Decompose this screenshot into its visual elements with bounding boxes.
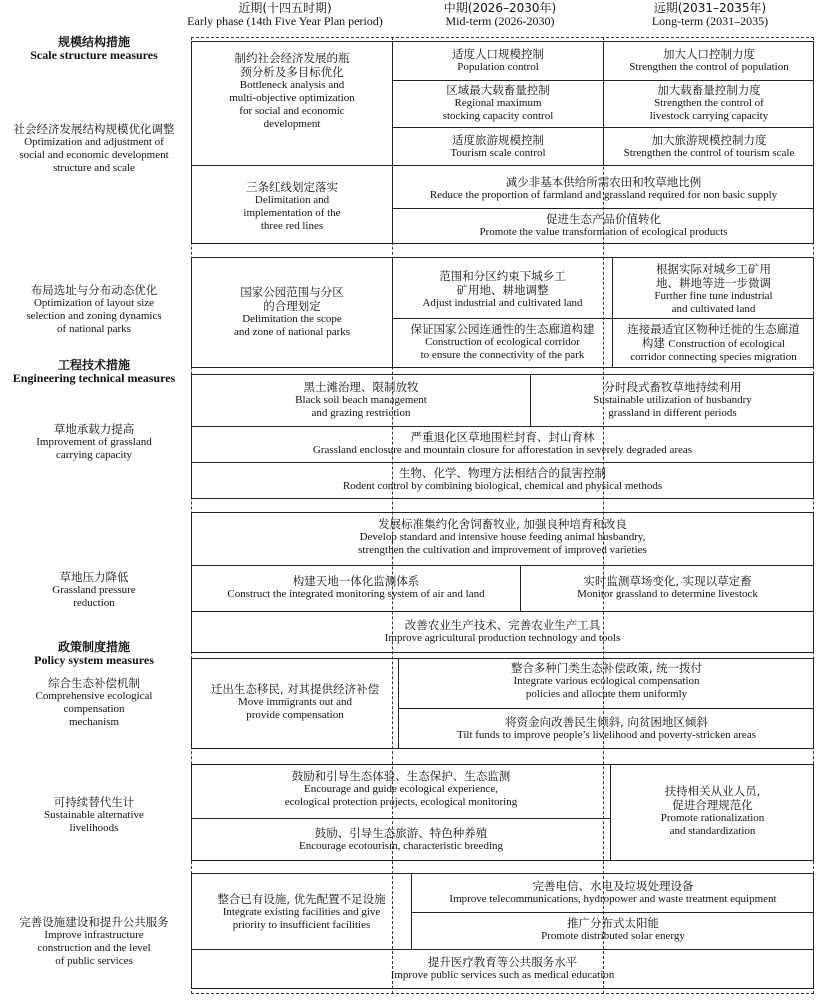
cell-en: Black soil beach management: [295, 394, 427, 406]
cell-zh: 矿用地、耕地调整: [456, 283, 549, 297]
cell-c15: [613, 322, 814, 364]
cell-c21: [192, 574, 520, 601]
row-label-zh: 可持续替代生计: [53, 795, 135, 809]
cell-en: Promote distributed solar energy: [541, 930, 685, 942]
category-policy-en: Policy system measures: [34, 653, 154, 667]
cell-en: Improve telecommunications, hydropower and waste treatment equipment: [449, 893, 777, 905]
cell-en: priority to insufficient facilities: [232, 919, 371, 931]
cell-en: Sustainable utilization of husbandry: [593, 394, 752, 406]
cell-c22: [521, 574, 814, 601]
row-label-en: carrying capacity: [55, 449, 133, 461]
cell-en: Encourage and guide ecological experience,: [304, 783, 498, 795]
cell-c26: [399, 715, 814, 742]
row-label-compensation: [0, 676, 188, 729]
cell-zh: 减少非基本供给所需农田和牧草地比例: [505, 175, 702, 189]
row-label-zh: 草地压力降低: [59, 570, 129, 584]
cell-en: Develop standard and intensive house feeding animal husbandry,: [359, 531, 646, 543]
row-label-en: Grassland pressure: [52, 584, 136, 596]
cell-en: Rodent control by combining biological, chemical and physical methods: [342, 480, 663, 492]
cell-en: Regional maximum: [454, 97, 542, 109]
row-label-en: mechanism: [68, 716, 120, 728]
cell-zh: 加大旅游规模控制力度: [651, 133, 767, 147]
header-early: [180, 2, 390, 28]
cell-c7: [604, 133, 814, 160]
cell-zh: 根据实际对城乡工矿用: [656, 262, 771, 276]
cell-en: livestock carrying capacity: [649, 110, 769, 122]
row-label-socio: [0, 122, 188, 175]
cell-en: strengthen the cultivation and improvement of improved varieties: [358, 544, 647, 556]
cell-c24: [192, 682, 398, 722]
cell-c6: [393, 133, 603, 160]
cell-zh: 构建: [641, 336, 665, 350]
cell-zh: 分时段式畜牧草地持续利用: [603, 380, 742, 394]
cell-c8: [192, 180, 392, 233]
cell-c32: [412, 916, 814, 943]
cell-zh: 地、耕地等进一步微调: [656, 276, 771, 290]
row-label-en: social and economic development: [19, 149, 169, 161]
cell-c27: [192, 769, 610, 809]
header-early-zh: 近期(十四五时期): [238, 1, 332, 15]
cell-en: Delimitation the scope: [242, 313, 342, 325]
cell-c25: [399, 661, 814, 701]
row-label-en: of public services: [55, 955, 133, 967]
cell-zh: 加大载畜量控制力度: [657, 83, 761, 97]
cell-en: Integrate existing facilities and give: [222, 906, 381, 918]
cell-zh: 鼓励、引导生态旅游、特色种养殖: [314, 826, 488, 840]
header-mid: [395, 2, 605, 28]
divider: [191, 611, 814, 612]
cell-c17: [531, 380, 814, 420]
divider: [191, 565, 814, 566]
cell-en: and cultivated land: [671, 303, 756, 315]
cell-en: Bottleneck analysis and: [239, 79, 345, 91]
row-label-en: structure and scale: [53, 162, 135, 174]
cell-c4: [393, 83, 603, 123]
cell-zh: 发展标准集约化舍饲畜牧业, 加强良种培育和改良: [378, 517, 627, 531]
cell-en: Strengthen the control of tourism scale: [623, 147, 795, 159]
cell-en: corridor connecting species migration: [630, 351, 797, 363]
divider: [392, 318, 814, 319]
header-early-en: Early phase (14th Five Year Plan period): [187, 14, 383, 28]
cell-zh: 加大人口控制力度: [663, 47, 755, 61]
cell-en: Population control: [457, 61, 539, 73]
cell-en: Tourism scale control: [450, 147, 546, 159]
cell-en: and standardization: [669, 825, 756, 837]
cell-en: implementation of the: [243, 207, 341, 219]
cell-c28: [192, 826, 610, 853]
cell-en: Move immigrants out and: [238, 696, 352, 708]
header-long-en: Long-term (2031–2035): [651, 14, 769, 28]
cell-en: Further fine tune industrial: [654, 290, 773, 302]
row-label-en: livelihoods: [69, 822, 119, 834]
cell-c16: [192, 380, 530, 420]
header-mid-zh: 中期(2026–2030年): [443, 1, 557, 15]
cell-en: Encourage ecotourism, characteristic breeding: [298, 840, 503, 852]
divider: [191, 426, 814, 427]
cell-en: Grassland enclosure and mountain closure for afforestation in severely degraded areas: [312, 444, 693, 456]
row-label-layout: [0, 283, 188, 336]
cell-c9: [393, 175, 814, 202]
cell-en: Construct the integrated monitoring system of air and land: [227, 588, 485, 600]
category-engineering-zh: 工程技术措施: [57, 358, 130, 372]
cell-zh: 范围和分区约束下城乡工: [439, 269, 566, 283]
divider: [191, 949, 814, 950]
cell-c31: [412, 879, 814, 906]
divider: [191, 462, 814, 463]
cell-en: Strengthen the control of population: [629, 61, 789, 73]
cell-c1: [192, 51, 392, 131]
row-label-en: Improvement of grassland: [36, 436, 152, 448]
cell-zh: 制约社会经济发展的瓶: [234, 51, 350, 65]
cell-zh: 保证国家公园连通性的生态廊道构建: [410, 322, 595, 336]
divider: [411, 912, 814, 913]
cell-zh: 鼓励和引导生态体验、生态保护、生态监测: [291, 769, 511, 783]
divider: [392, 208, 814, 209]
cell-en: Improve public services such as medical education: [390, 969, 615, 981]
cell-c13: [613, 262, 814, 316]
cell-c33: [191, 955, 814, 982]
row-label-zh: 完善设施建设和提升公共服务: [19, 915, 169, 929]
cell-en: Reduce the proportion of farmland and grassland required for non basic supply: [429, 189, 778, 201]
cell-c10: [393, 212, 814, 239]
cell-en: Promote rationalization: [660, 812, 765, 824]
category-engineering-en: Engineering technical measures: [12, 371, 176, 385]
cell-zh: 三条红线划定落实: [246, 180, 338, 194]
cell-zh: 促进生态产品价值转化: [546, 212, 661, 226]
divider: [392, 80, 814, 81]
cell-en: multi-objective optimization: [229, 92, 355, 104]
cell-en: Construction of ecological: [668, 338, 786, 350]
cell-c20: [191, 517, 814, 557]
row-label-en: Optimization and adjustment of: [24, 136, 164, 148]
row-label-en: Comprehensive ecological: [35, 690, 153, 702]
cell-c3: [604, 47, 814, 74]
cell-zh: 提升医疗教育等公共服务水平: [427, 955, 578, 969]
divider: [392, 127, 814, 128]
cell-c18: [191, 430, 814, 457]
cell-zh: 适度人口规模控制: [452, 47, 544, 61]
cell-zh: 推广分布式太阳能: [567, 916, 659, 930]
category-policy: [0, 640, 188, 667]
cell-zh: 实时监测草场变化, 实现以草定畜: [583, 574, 752, 588]
cell-en: to ensure the connectivity of the park: [420, 349, 585, 361]
category-scale: [0, 35, 188, 62]
cell-zh: 整合已有设施, 优先配置不足设施: [217, 892, 386, 906]
cell-en: grassland in different periods: [608, 407, 737, 419]
row-label-grassland: [0, 422, 188, 462]
cell-zh: 连接最适宜区物种迁徙的生态廊道: [627, 322, 800, 336]
cell-c19: [191, 466, 814, 493]
row-label-zh: 草地承载力提高: [53, 422, 135, 436]
cell-zh: 严重退化区草地围栏封育、封山育林: [410, 430, 595, 444]
cell-en: policies and allocate them uniformly: [525, 688, 688, 700]
row-label-en: reduction: [73, 597, 115, 609]
cell-en: Improve agricultural production technology and tools: [384, 632, 621, 644]
cell-en: three red lines: [260, 220, 324, 232]
cell-zh: 将资金向改善民生倾斜, 向贫困地区倾斜: [505, 715, 708, 729]
cell-en: Promote the value transformation of ecological products: [479, 226, 728, 238]
cell-en: Integrate various ecological compensation: [513, 675, 700, 687]
cell-zh: 区域最大载畜量控制: [446, 83, 550, 97]
cell-en: Strengthen the control of: [654, 97, 764, 109]
row-label-zh: 社会经济发展结构规模优化调整: [13, 122, 175, 136]
cell-en: and grazing restriction: [311, 407, 411, 419]
cell-c11: [192, 285, 392, 339]
cell-en: for social and economic: [239, 105, 345, 117]
cell-c2: [393, 47, 603, 74]
cell-zh: 迁出生态移民, 对其提供经济补偿: [210, 682, 380, 696]
row-label-en: Improve infrastructure: [44, 929, 144, 941]
cell-zh: 黑土滩治理、限制放牧: [303, 380, 419, 394]
row-label-infrastructure: [0, 915, 188, 968]
cell-zh: 生物、化学、物理方法相结合的鼠害控制: [399, 466, 606, 480]
cell-en: Delimitation and: [254, 194, 330, 206]
row-label-en: selection and zoning dynamics: [26, 310, 162, 322]
cell-zh: 扶持相关从业人员,: [664, 784, 761, 798]
row-label-en: construction and the level: [37, 942, 151, 954]
category-engineering: [0, 358, 188, 385]
cell-c12: [393, 269, 612, 310]
cell-en: Construction of ecological corridor: [425, 336, 580, 348]
cell-c14: [393, 322, 612, 362]
cell-zh: 完善电信、水电及垃圾处理设备: [532, 879, 694, 893]
divider: [191, 165, 814, 166]
divider: [398, 708, 814, 709]
cell-en: provide compensation: [246, 709, 344, 721]
cell-c23: [191, 618, 814, 645]
header-long: [605, 2, 815, 28]
cell-en: ecological protection projects, ecological monitoring: [284, 796, 518, 808]
header-long-zh: 远期(2031–2035年): [653, 1, 767, 15]
row-label-en: compensation: [63, 703, 125, 715]
cell-zh: 国家公园范围与分区: [240, 285, 344, 299]
cell-zh: 改善农业生产技术、完善农业生产工具: [404, 618, 601, 632]
row-label-pressure: [0, 570, 188, 610]
row-label-en: of national parks: [57, 323, 131, 335]
cell-zh: 适度旅游规模控制: [452, 133, 544, 147]
category-scale-en: Scale structure measures: [30, 48, 158, 62]
row-label-zh: 综合生态补偿机制: [48, 676, 140, 690]
row-label-en: Optimization of layout size: [33, 297, 155, 309]
cell-zh: 的合理划定: [263, 299, 321, 313]
cell-zh: 构建天地一体化监测体系: [292, 574, 420, 588]
cell-zh: 整合多种门类生态补偿政策, 统一拨付: [510, 661, 703, 675]
category-scale-zh: 规模结构措施: [57, 35, 130, 49]
cell-c5: [604, 83, 814, 123]
cell-en: and zone of national parks: [233, 326, 351, 338]
header-mid-en: Mid-term (2026-2030): [445, 14, 555, 28]
cell-zh: 颈分析及多目标优化: [240, 65, 344, 79]
cell-en: development: [263, 118, 321, 130]
cell-zh: 促进合理规范化: [672, 798, 753, 812]
cell-en: stocking capacity control: [442, 110, 554, 122]
row-label-en: Sustainable alternative: [44, 809, 144, 821]
row-label-livelihood: [0, 795, 188, 835]
cell-c30: [192, 892, 411, 932]
cell-c29: [611, 784, 814, 838]
category-policy-zh: 政策制度措施: [57, 640, 130, 654]
cell-en: Adjust industrial and cultivated land: [422, 297, 583, 309]
cell-en: Monitor grassland to determine livestock: [577, 588, 758, 600]
cell-en: Tilt funds to improve people’s livelihood and poverty-stricken areas: [457, 729, 756, 741]
row-label-zh: 布局选址与分布动态优化: [30, 283, 158, 297]
divider: [191, 818, 610, 819]
